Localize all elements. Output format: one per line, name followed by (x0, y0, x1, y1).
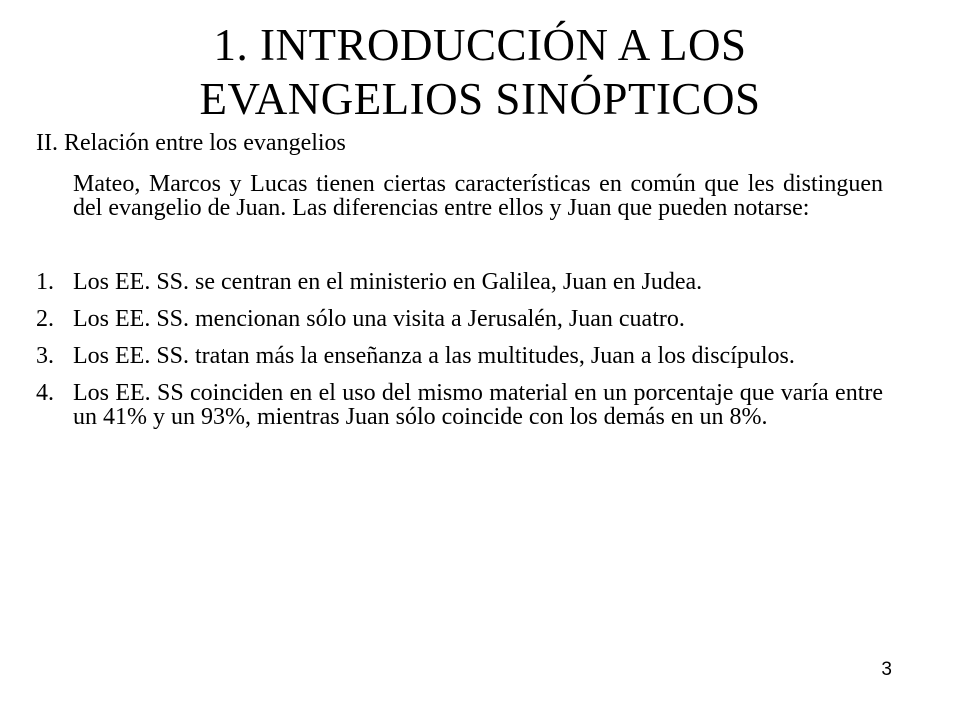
list-item-text: Los EE. SS. se centran en el ministerio en Galilea, Juan en Judea. (73, 269, 703, 295)
page-number: 3 (881, 659, 892, 680)
intro-paragraph: Mateo, Marcos y Lucas tienen ciertas características en común que les distinguen del evangelio de Juan. Las diferencias entre ellos y Juan que pueden notarse: (73, 171, 883, 221)
list-item-number: 4. (36, 380, 54, 406)
list-item-text: Los EE. SS. tratan más la enseñanza a las multitudes, Juan a los discípulos. (73, 343, 795, 369)
list-item-number: 1. (36, 269, 54, 295)
slide-title-line-1: 1. INTRODUCCIÓN A LOS (213, 20, 747, 70)
list-item-text: Los EE. SS coinciden en el uso del mismo material en un porcentaje que varía entre un 41% y un 93%, mientras Juan sólo coincide con los demás en un 8%. (73, 380, 883, 430)
list-item-text: Los EE. SS. mencionan sólo una visita a Jerusalén, Juan cuatro. (73, 306, 685, 332)
list-item (36, 270, 883, 294)
differences-list (36, 270, 883, 442)
list-item-number: 2. (36, 306, 54, 332)
list-item (36, 381, 883, 429)
list-item (36, 344, 883, 368)
list-item-number: 3. (36, 343, 54, 369)
section-heading: II. Relación entre los evangelios (36, 130, 346, 156)
slide-title-line-2: EVANGELIOS SINÓPTICOS (199, 74, 761, 124)
slide-title (40, 18, 920, 126)
list-item (36, 307, 883, 331)
